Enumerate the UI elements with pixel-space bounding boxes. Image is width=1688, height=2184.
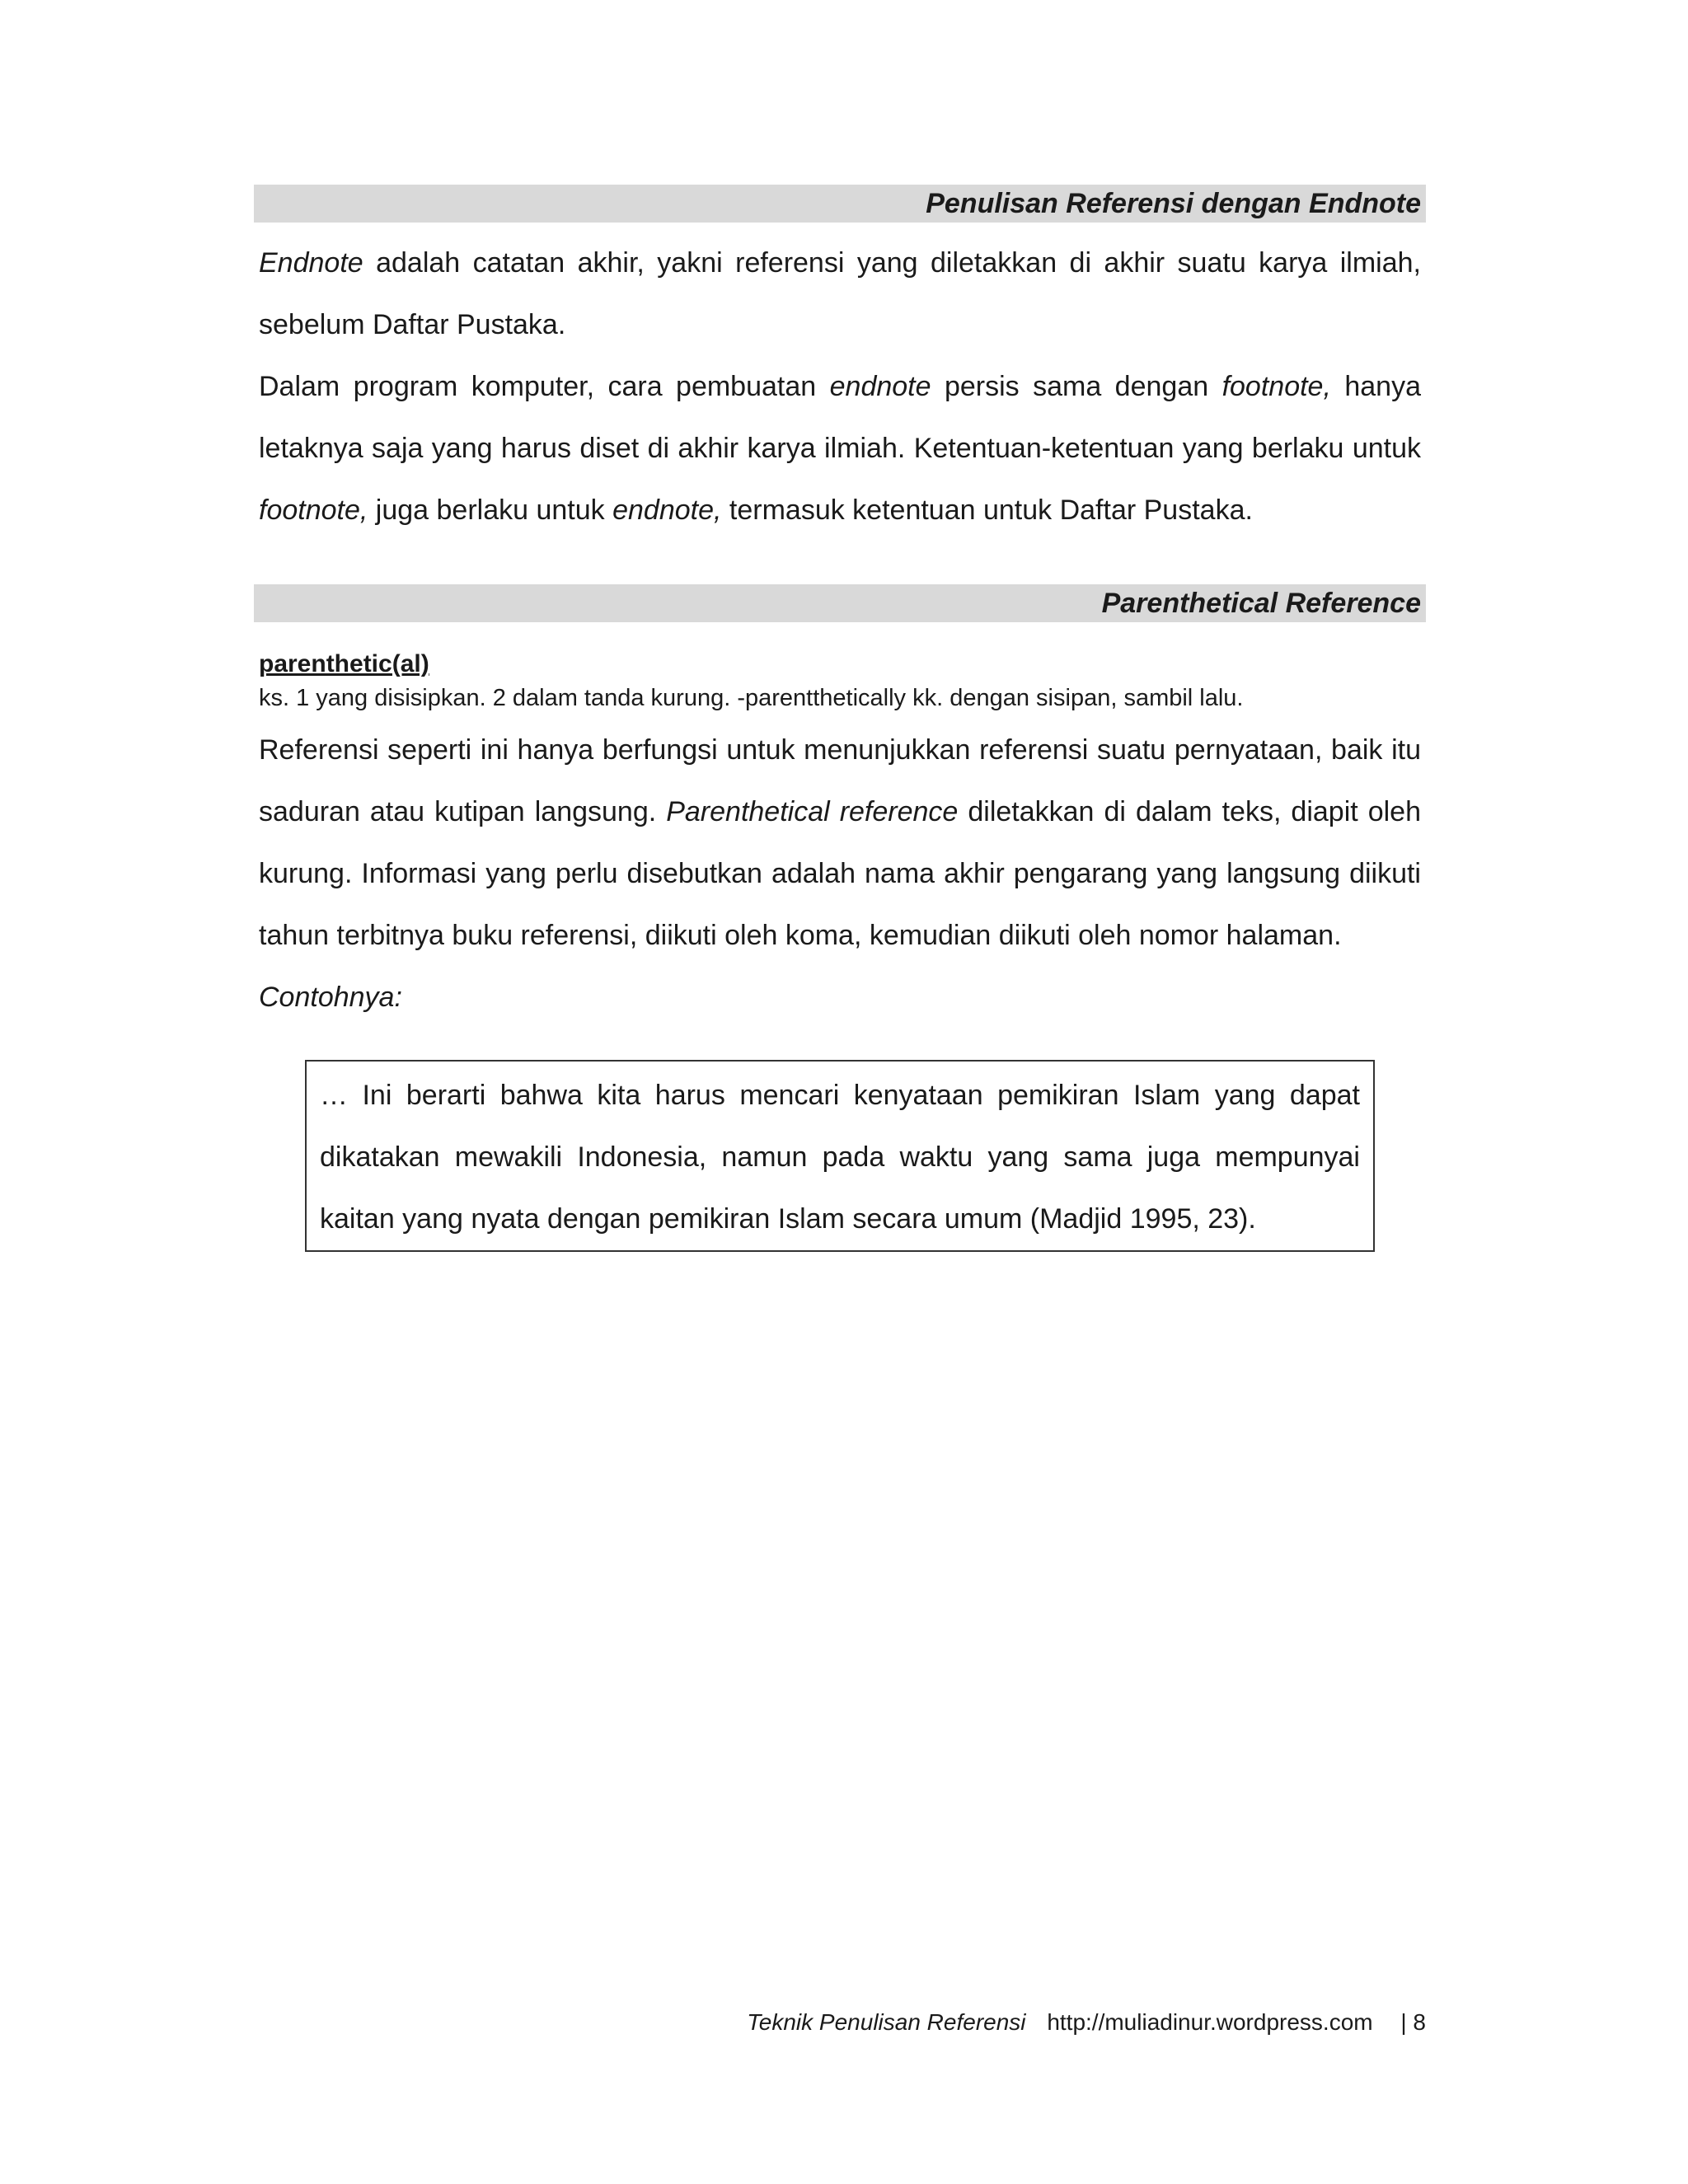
paragraph-text: diletakkan di dalam teks, diapit oleh kurung. Informasi yang perlu disebutkan adalah nama akhir pengarang yang langsung diikuti tahun terbitnya buku referensi, diikuti oleh koma, kemudian diikuti oleh nomor halaman. — [259, 796, 1421, 951]
example-label — [254, 967, 1426, 1029]
paragraph-text: Dalam program komputer, cara pembuatan — [259, 371, 830, 402]
paragraph-parenthetical-description — [254, 719, 1426, 967]
document-page — [254, 185, 1426, 1252]
section-spacer — [254, 541, 1426, 584]
definition-text: ks. 1 yang disisipkan. 2 dalam tanda kurung. -parentthetically kk. dengan sisipan, sambil lalu. — [259, 685, 1244, 711]
section-header-parenthetical — [254, 584, 1426, 622]
footer-url: http://muliadinur.wordpress.com — [1047, 2009, 1373, 2035]
paragraph-endnote-program — [254, 356, 1426, 541]
term-footnote: footnote, — [259, 494, 368, 526]
paragraph-text: Referensi seperti ini hanya berfungsi untuk menunjukkan referensi suatu pernyataan, baik itu saduran atau kutipan langsung. — [259, 734, 1421, 827]
paragraph-endnote-definition — [254, 232, 1426, 356]
paragraph-text: termasuk ketentuan untuk Daftar Pustaka. — [721, 494, 1253, 526]
paragraph-text: juga berlaku untuk — [368, 494, 613, 526]
page-footer — [747, 2006, 1426, 2039]
term-footnote: footnote, — [1221, 371, 1331, 402]
example-quote-text: … Ini berarti bahwa kita harus mencari kenyataan pemikiran Islam yang dapat dikatakan mewakili Indonesia, namun pada waktu yang sama juga mempunyai kaitan yang nyata dengan pemikiran Islam secara umum (Madjid 1995, 23). — [320, 1080, 1360, 1235]
term-endnote: endnote — [829, 371, 931, 402]
footer-book-title: Teknik Penulisan Referensi — [747, 2009, 1026, 2035]
example-label-text: Contohnya: — [259, 982, 402, 1013]
term-endnote: Endnote — [259, 247, 363, 279]
paragraph-text: adalah catatan akhir, yakni referensi yang diletakkan di akhir suatu karya ilmiah, sebelum Daftar Pustaka. — [259, 247, 1421, 340]
footer-page-number: | 8 — [1400, 2009, 1426, 2035]
definition-term: parenthetic(al) — [259, 650, 429, 677]
section-header-endnote — [254, 185, 1426, 223]
section-title: Penulisan Referensi dengan Endnote — [926, 188, 1421, 219]
example-quote-box — [305, 1060, 1375, 1252]
section-title: Parenthetical Reference — [1101, 588, 1421, 619]
term-endnote: endnote, — [612, 494, 722, 526]
paragraph-text: hanya letaknya saja yang harus diset di akhir karya ilmiah. Ketentuan-ketentuan yang berlaku untuk — [259, 371, 1421, 464]
paragraph-text: persis sama dengan — [931, 371, 1222, 402]
term-parenthetical-reference: Parenthetical reference — [666, 796, 959, 827]
